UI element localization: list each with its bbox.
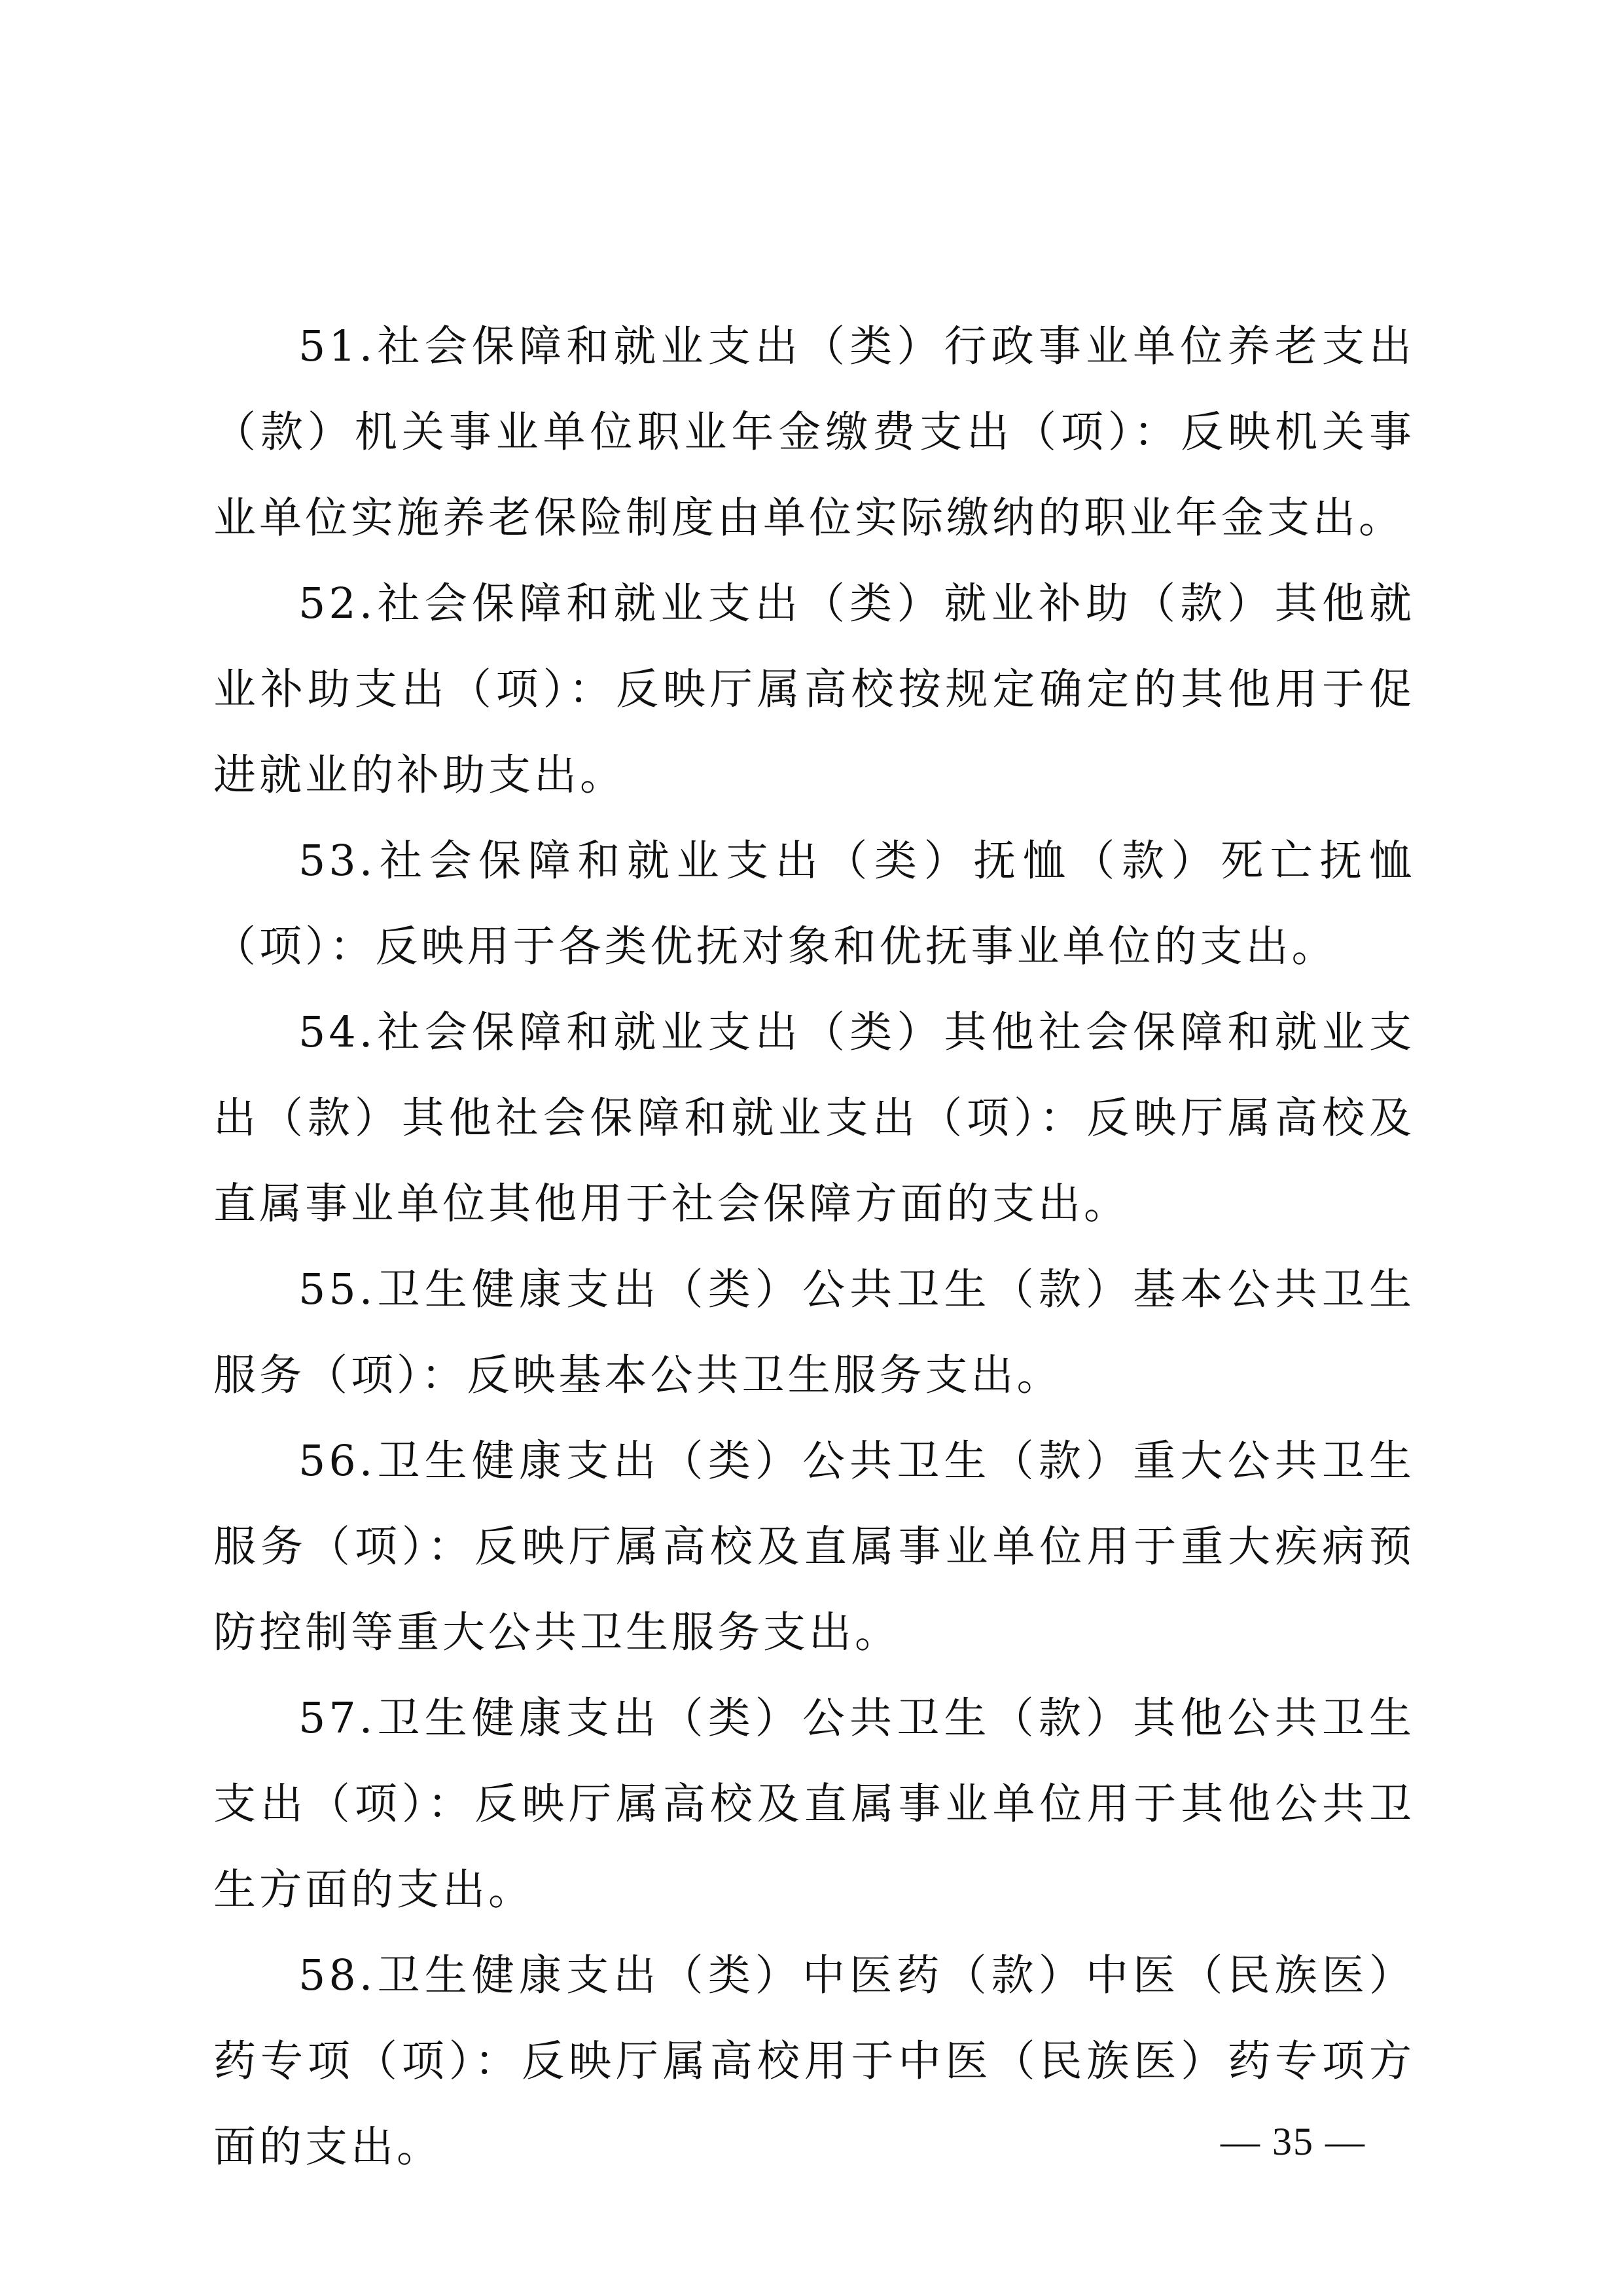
paragraph-56: 56.卫生健康支出（类）公共卫生（款）重大公共卫生服务（项）：反映厅属高校及直属事业单位用于重大疾病预防控制等重大公共卫生服务支出。: [213, 1437, 1415, 1657]
paragraph-58: 58.卫生健康支出（类）中医药（款）中医（民族医）药专项（项）：反映厅属高校用于中医（民族医）药专项方面的支出。: [213, 1951, 1415, 2172]
page-number: — 35 —: [1221, 2120, 1366, 2163]
paragraph-55: 55.卫生健康支出（类）公共卫生（款）基本公共卫生服务（项）：反映基本公共卫生服务支出。: [213, 1265, 1415, 1400]
paragraph-51: 51.社会保障和就业支出（类）行政事业单位养老支出（款）机关事业单位职业年金缴费支出（项）：反映机关事业单位实施养老保险制度由单位实际缴纳的职业年金支出。: [213, 322, 1415, 543]
paragraph-53: 53.社会保障和就业支出（类）抚恤（款）死亡抚恤（项）：反映用于各类优抚对象和优抚事业单位的支出。: [213, 836, 1415, 971]
paragraph-57: 57.卫生健康支出（类）公共卫生（款）其他公共卫生支出（项）：反映厅属高校及直属事业单位用于其他公共卫生方面的支出。: [213, 1694, 1415, 1914]
paragraph-54: 54.社会保障和就业支出（类）其他社会保障和就业支出（款）其他社会保障和就业支出（项）：反映厅属高校及直属事业单位其他用于社会保障方面的支出。: [213, 1008, 1415, 1229]
body-text: [213, 304, 1415, 2190]
paragraph-52: 52.社会保障和就业支出（类）就业补助（款）其他就业补助支出（项）：反映厅属高校按规定确定的其他用于促进就业的补助支出。: [213, 579, 1415, 800]
